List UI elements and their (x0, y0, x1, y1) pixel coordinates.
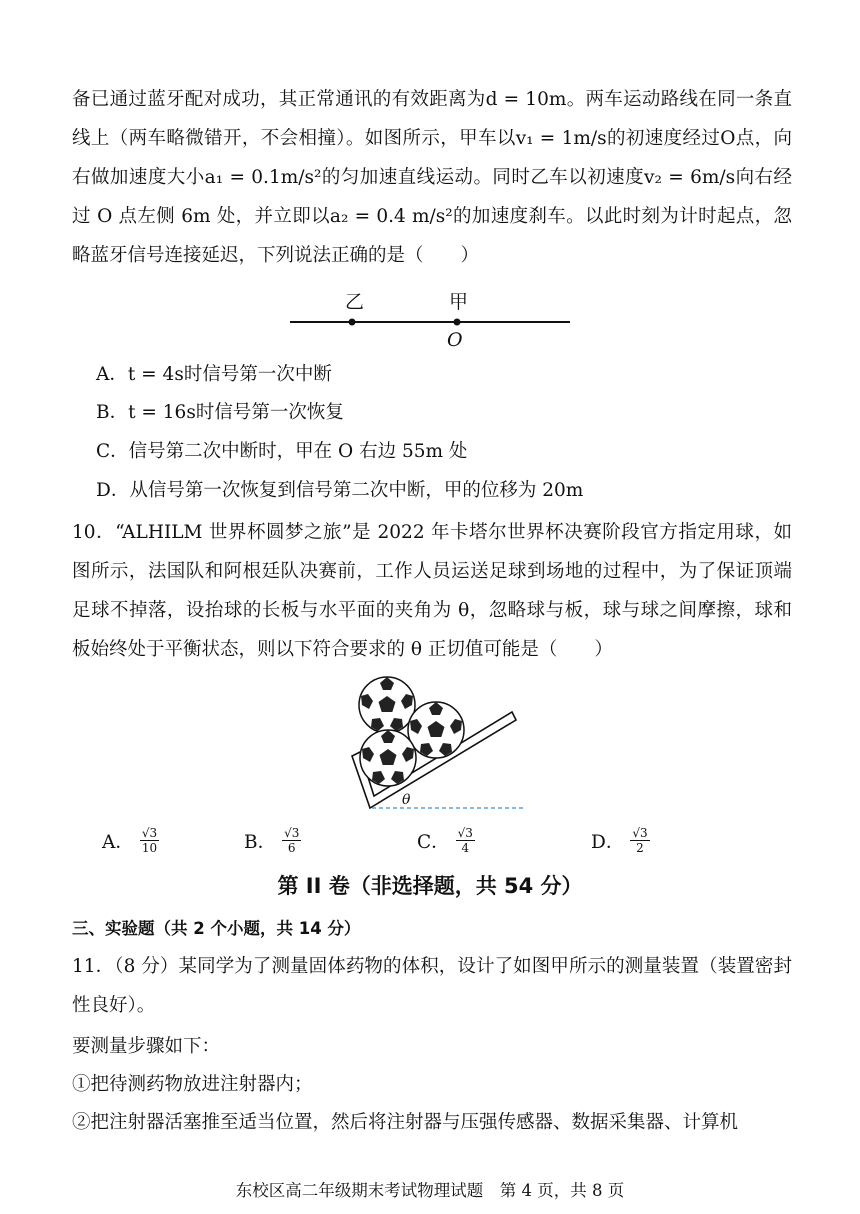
q9-label-jia: 甲 (449, 291, 469, 313)
q9-paragraph: 备已通过蓝牙配对成功，其正常通讯的有效距离为d = 10m。两车运动路线在同一条直线上（两车略微错开，不会相撞）。如图所示，甲车以v₁ = 1m/s的初速度经过O点，向右做加速度大小a₁ = 0.1m/s²的匀加速直线运动。同时乙车以初速度v₂ = 6m/s向右经过 O 点左侧 6m 处，并立即以a₂ = 0.4 m/s²的加速度刹车。以此时刻为计时起点，忽略蓝牙信号连接延迟，下列说法正确的是（ ） (72, 89, 792, 266)
q9-option-a: A．t = 4s时信号第一次中断 (96, 364, 332, 385)
q10-soccer-board-figure (330, 670, 530, 815)
q10-option-a: A． $\frac{√3}{10}$ (102, 826, 158, 855)
q9-label-o: O (447, 329, 463, 351)
q10-option-c: C． $\frac{√3}{4}$ (417, 826, 473, 855)
q9-option-d: D．从信号第一次恢复到信号第二次中断，甲的位移为 20m (96, 480, 584, 501)
q10-angle-label: θ (402, 792, 411, 808)
page-footer: 东校区高二年级期末考试物理试题 第 4 页，共 8 页 (235, 1181, 625, 1200)
section-subheading: 三、实验题（共 2 个小题，共 14 分） (72, 919, 361, 938)
q9-label-yi: 乙 (345, 291, 365, 313)
section-title: 第 II 卷（非选择题，共 54 分） (277, 874, 583, 898)
q10-option-d: D． $\frac{√3}{2}$ (591, 826, 648, 855)
q11-step-1: ①把待测药物放进注射器内； (72, 1074, 313, 1095)
q10-option-b: B． $\frac{√3}{6}$ (244, 826, 300, 855)
q9-option-b: B．t = 16s时信号第一次恢复 (96, 402, 344, 423)
q11-step-2: ②把注射器活塞推至适当位置，然后将注射器与压强传感器、数据采集器、计算机 (72, 1112, 739, 1133)
q9-track-figure (285, 282, 575, 352)
q11-paragraph: 11．（8 分）某同学为了测量固体药物的体积，设计了如图甲所示的测量装置（装置密封性良好）。 (72, 956, 792, 1016)
q10-paragraph: 10．“ALHILM 世界杯圆梦之旅”是 2022 年卡塔尔世界杯决赛阶段官方指定用球，如图所示，法国队和阿根廷队决赛前，工作人员运送足球到场地的过程中，为了保证顶端足球不掉落，设抬球的长板与水平面的夹角为 θ，忽略球与板，球与球之间摩擦，球和板始终处于平衡状态，则以下符合要求的 θ 正切值可能是（ ） (72, 522, 792, 660)
q11-steps-intro: 要测量步骤如下： (72, 1036, 221, 1057)
q9-option-c: C．信号第二次中断时，甲在 O 右边 55m 处 (96, 441, 468, 462)
